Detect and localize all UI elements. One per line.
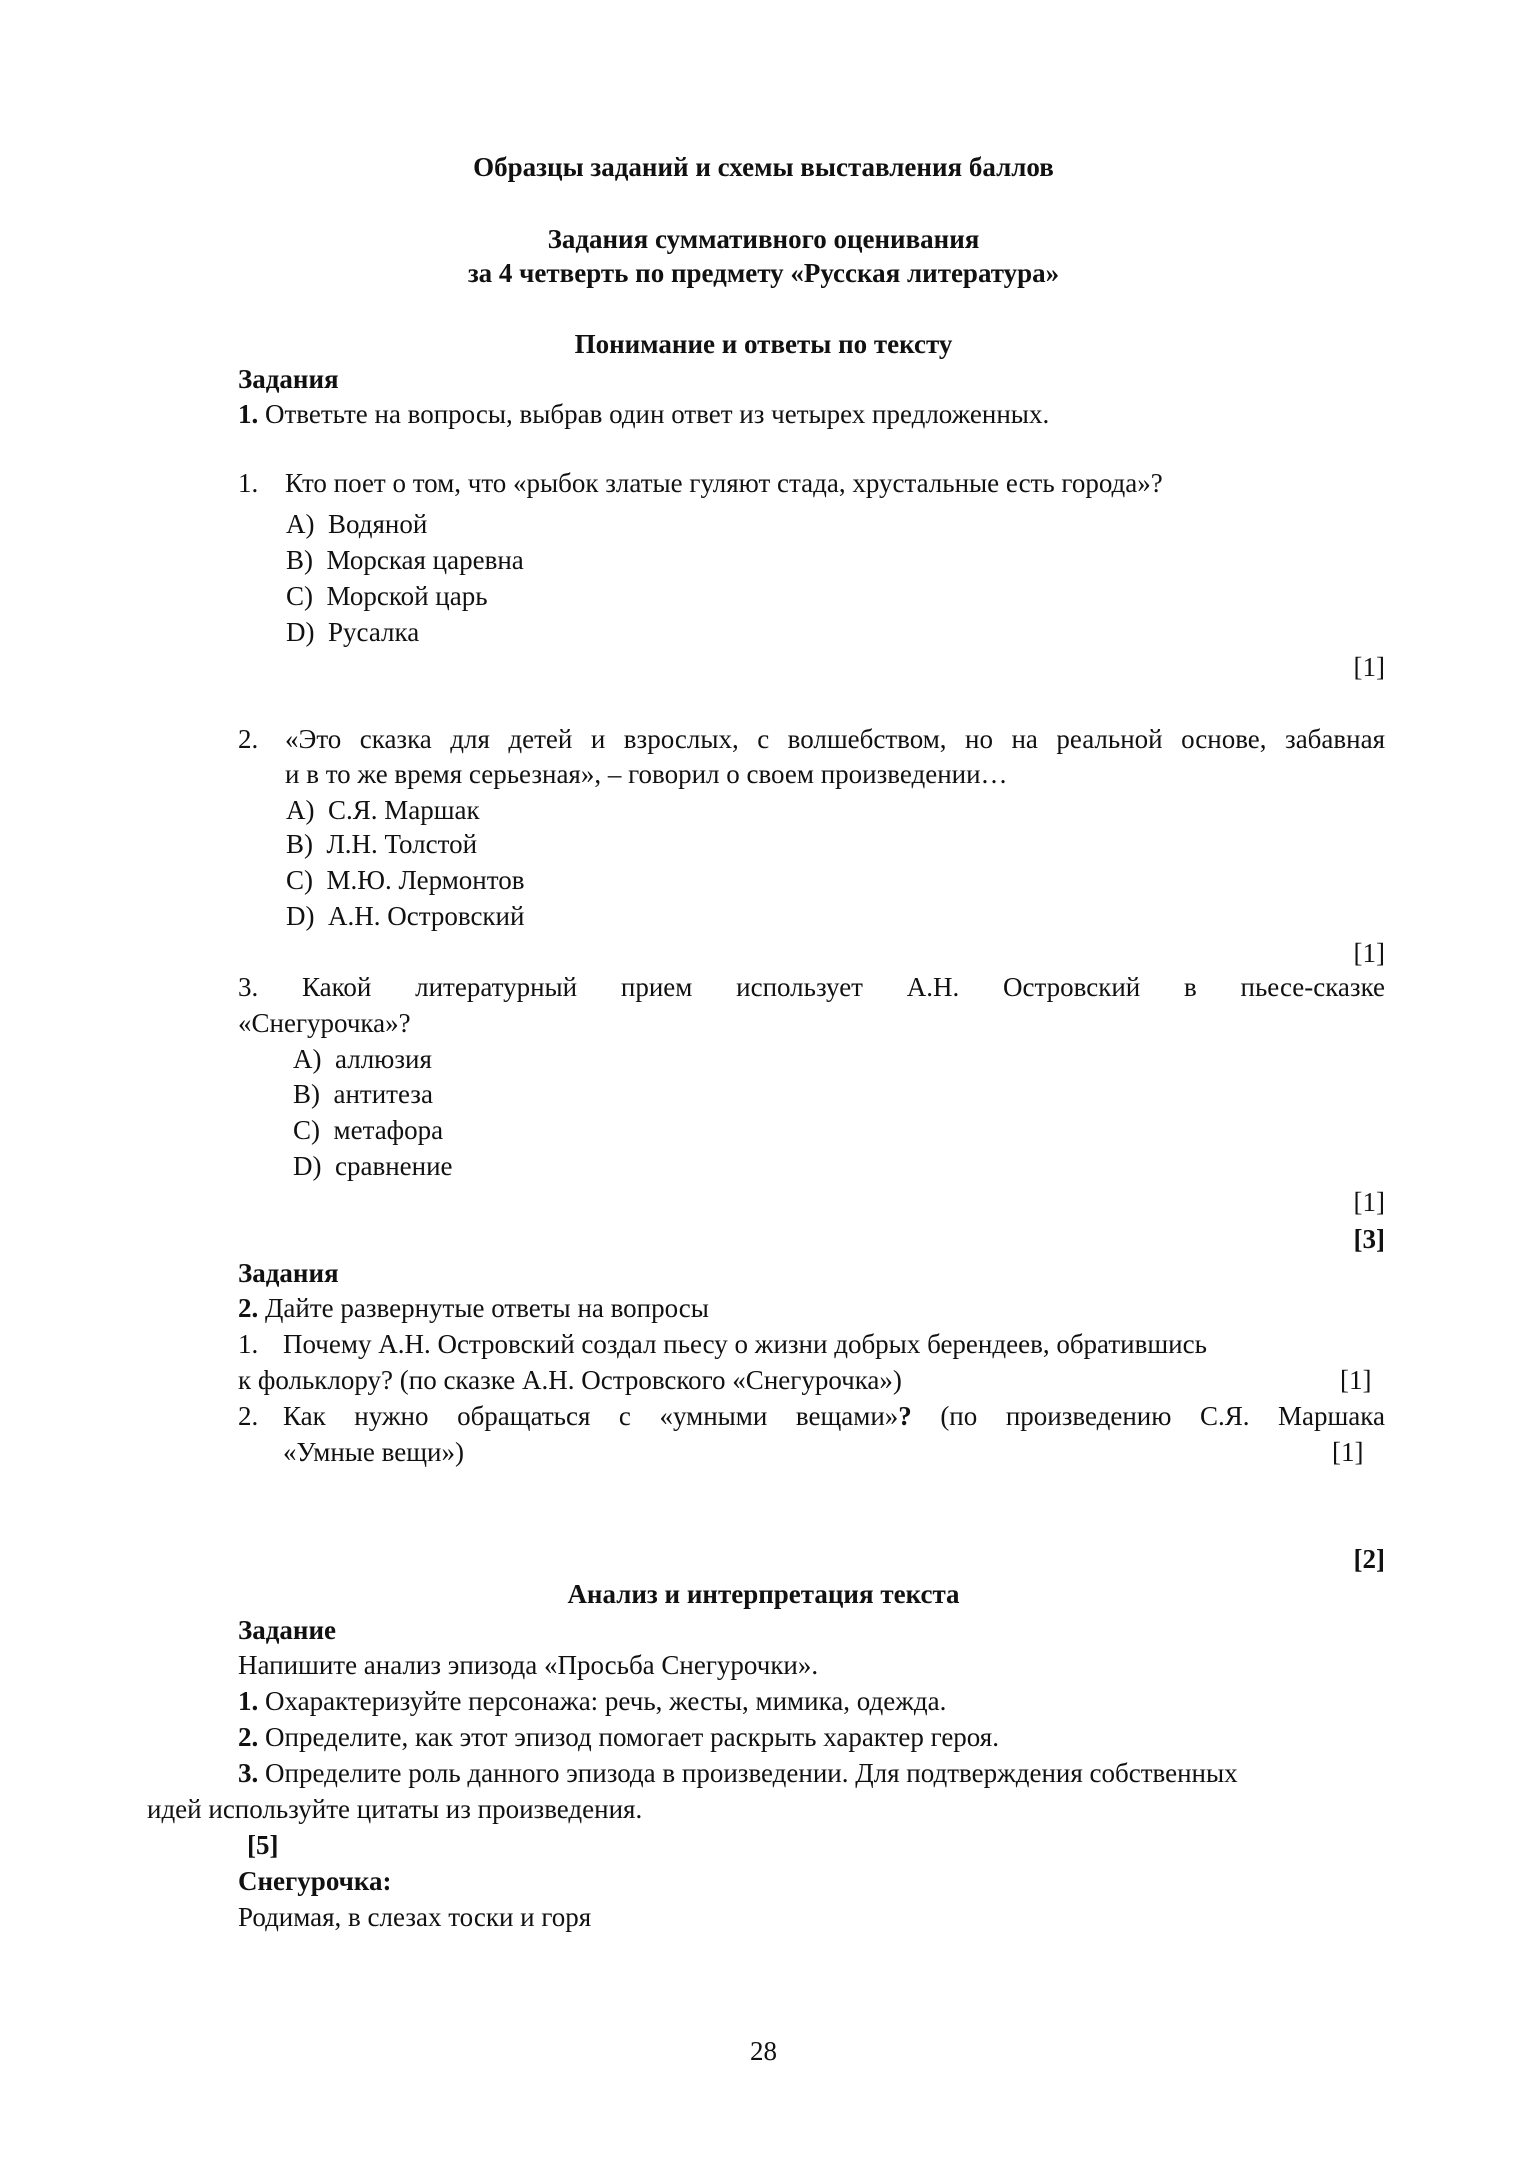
page-number: 28 (750, 2036, 777, 2066)
question-1-option-c (286, 579, 488, 613)
option-text: Водяной (328, 509, 428, 539)
question-1-option-d (286, 615, 419, 649)
document-subtitle-line2: за 4 четверть по предмету «Русская литература» (467, 258, 1060, 288)
open-question-1-text-line1: Почему А.Н. Островский создал пьесу о жизни добрых берендеев, обратившись (283, 1329, 1207, 1359)
question-1-score: [1] (1353, 652, 1385, 682)
option-letter: B) (286, 545, 313, 575)
task1-instruction (238, 397, 1049, 431)
option-text: Морская царевна (326, 545, 524, 575)
option-letter: C) (293, 1115, 320, 1145)
section3-task-label: Задание (238, 1615, 337, 1645)
option-letter: B) (286, 829, 313, 859)
question-2-text-line1: «Это сказка для детей и взрослых, с волшебством, но на реальной основе, забавная (285, 724, 1385, 754)
question-2-option-d (286, 899, 524, 933)
question-2-option-b (286, 827, 477, 861)
section3-item-3 (238, 1756, 1238, 1790)
item-text: Определите, как этот эпизод помогает раскрыть характер героя. (258, 1722, 999, 1752)
open-question-2-score: [1] (1332, 1437, 1364, 1467)
question-1-text: Кто поет о том, что «рыбок златые гуляют стада, хрустальные есть города»? (285, 468, 1163, 498)
item-text: Охарактеризуйте персонажа: речь, жесты, мимика, одежда. (258, 1686, 947, 1716)
section3-heading: Анализ и интерпретация текста (567, 1579, 960, 1609)
task2-text: Дайте развернутые ответы на вопросы (258, 1293, 709, 1323)
open-question-1-score: [1] (1340, 1365, 1372, 1395)
option-letter: A) (286, 795, 315, 825)
section3-item-3-continuation: идей используйте цитаты из произведения. (147, 1794, 643, 1824)
question-3-option-b (293, 1077, 433, 1111)
question-3-score: [1] (1353, 1187, 1385, 1217)
option-text: М.Ю. Лермонтов (326, 865, 525, 895)
item-number: 3. (238, 1758, 259, 1788)
option-text: Морской царь (326, 581, 488, 611)
option-letter: D) (286, 901, 315, 931)
section3-item-2 (238, 1720, 999, 1754)
open-question-2-source: (по произведению С.Я. Маршака (911, 1401, 1385, 1431)
option-letter: A) (286, 509, 315, 539)
item-text: Определите роль данного эпизода в произведении. Для подтверждения собственных (258, 1758, 1238, 1788)
item-number: 2. (238, 1722, 259, 1752)
item-number: 1. (238, 1686, 259, 1716)
section1-total-score: [3] (1353, 1224, 1385, 1254)
option-text: метафора (333, 1115, 444, 1145)
open-question-2-text-line1 (283, 1399, 1385, 1433)
excerpt-speaker: Снегурочка: (238, 1866, 392, 1896)
question-3-text-line1 (238, 970, 1385, 1004)
section3-item-1 (238, 1684, 946, 1718)
task1-text: Ответьте на вопросы, выбрав один ответ из четырех предложенных. (258, 399, 1050, 429)
option-text: антитеза (333, 1079, 433, 1109)
question-3-text: Какой литературный прием использует А.Н. Островский в пьесе-сказке (302, 972, 1385, 1002)
option-text: Русалка (328, 617, 420, 647)
question-2-score: [1] (1353, 938, 1385, 968)
open-question-2-number: 2. (238, 1401, 259, 1431)
option-letter: C) (286, 581, 313, 611)
open-question-1-text-line2: к фольклору? (по сказке А.Н. Островского «Снегурочка») (238, 1365, 902, 1395)
open-question-2-text: Как нужно обращаться с «умными вещами» (283, 1401, 899, 1431)
option-letter: D) (286, 617, 315, 647)
section2-tasks-label: Задания (238, 1258, 339, 1288)
option-letter: D) (293, 1151, 322, 1181)
question-1-option-b (286, 543, 524, 577)
option-letter: A) (293, 1044, 322, 1074)
question-2-option-c (286, 863, 524, 897)
option-text: С.Я. Маршак (328, 795, 480, 825)
question-2-option-a (286, 793, 480, 827)
question-1-number: 1. (238, 468, 259, 498)
document-title: Образцы заданий и схемы выставления баллов (473, 152, 1054, 182)
document-subtitle-line1: Задания суммативного оценивания (547, 224, 980, 254)
question-3-option-d (293, 1149, 453, 1183)
option-text: Л.Н. Толстой (326, 829, 478, 859)
option-text: А.Н. Островский (328, 901, 525, 931)
option-text: сравнение (335, 1151, 453, 1181)
question-2-number: 2. (238, 724, 259, 754)
section1-heading: Понимание и ответы по тексту (574, 329, 953, 359)
question-3-option-a (293, 1042, 432, 1076)
section3-intro: Напишите анализ эпизода «Просьба Снегурочки». (238, 1650, 819, 1680)
task1-number: 1. (238, 399, 259, 429)
question-3-number: 3. (238, 972, 259, 1002)
question-3-option-c (293, 1113, 443, 1147)
open-question-1-number: 1. (238, 1329, 259, 1359)
question-1-option-a (286, 507, 427, 541)
task2-number: 2. (238, 1293, 259, 1323)
option-text: аллюзия (335, 1044, 432, 1074)
question-mark: ? (898, 1401, 912, 1431)
excerpt-line-1: Родимая, в слезах тоски и горя (238, 1902, 592, 1932)
question-2-text-line2: и в то же время серьезная», – говорил о своем произведении… (285, 759, 1008, 789)
option-letter: C) (286, 865, 313, 895)
section1-tasks-label: Задания (238, 364, 339, 394)
option-letter: B) (293, 1079, 320, 1109)
open-question-2-text-line2: «Умные вещи») (283, 1437, 464, 1467)
section2-total-score: [2] (1353, 1544, 1385, 1574)
question-3-text-line2: «Снегурочка»? (238, 1008, 411, 1038)
section3-score: [5] (247, 1830, 279, 1860)
task2-instruction (238, 1291, 709, 1325)
